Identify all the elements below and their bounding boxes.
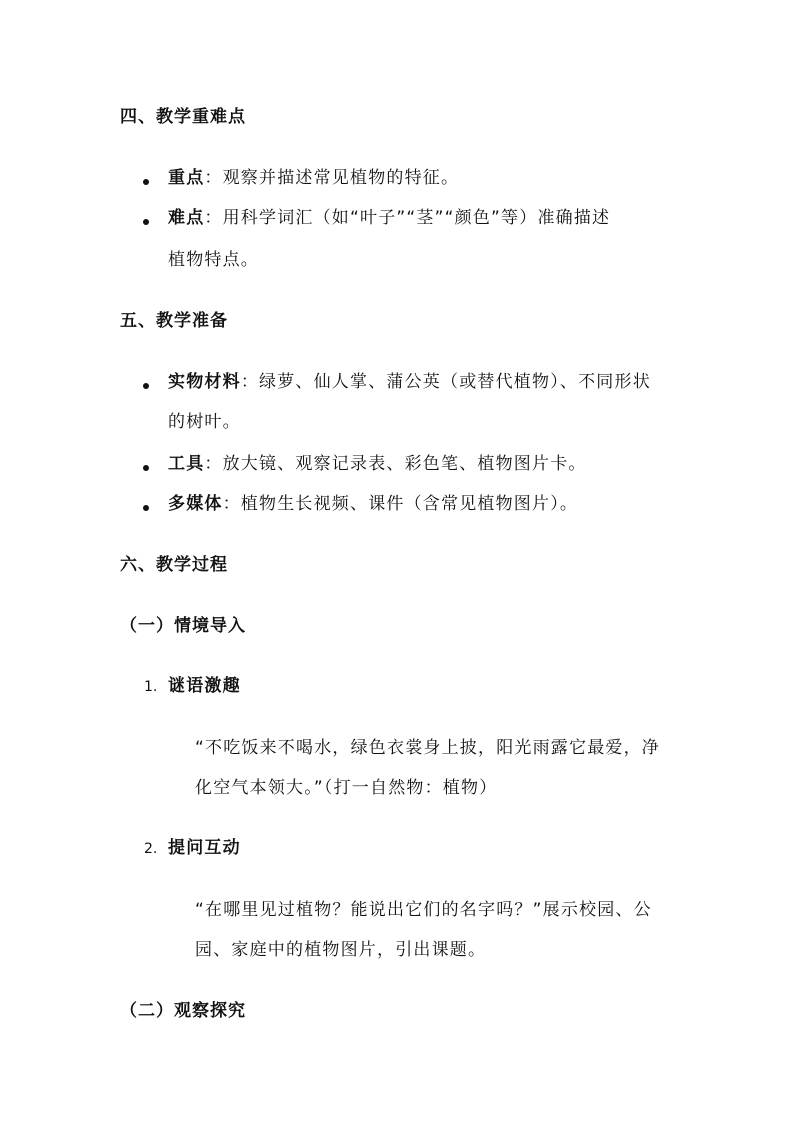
section-5-heading: 五、教学准备 — [120, 311, 228, 331]
subsection-2-heading: （二）观察探究 — [120, 1001, 246, 1021]
item-text: ：观察并描述常见植物的特征。 — [204, 168, 460, 188]
riddle-line-2: 化空气本领大。”（打一自然物：植物） — [195, 778, 498, 798]
item-text-continuation: 的树叶。 — [168, 412, 241, 432]
step-number: 1. — [144, 679, 158, 695]
item-text: ：绿萝、仙人掌、蒲公英（或替代植物）、不同形状 — [240, 372, 651, 392]
list-item-materials — [168, 370, 651, 394]
item-text-continuation: 植物特点。 — [168, 250, 259, 270]
question-line-2: 园、家庭中的植物图片，引出课题。 — [195, 940, 487, 960]
riddle-line-1: “不吃饭来不喝水，绿色衣裳身上披，阳光雨露它最爱，净 — [195, 738, 661, 758]
bullet-dot — [143, 179, 149, 185]
bullet-dot — [143, 383, 149, 389]
item-label: 工具 — [168, 454, 205, 474]
item-label: 多媒体 — [168, 494, 223, 514]
bullet-dot — [143, 505, 149, 511]
item-label: 难点 — [168, 208, 205, 228]
item-text: ：植物生长视频、课件（含常见植物图片）。 — [222, 494, 579, 514]
step-2-title: 提问互动 — [168, 838, 241, 858]
question-line-1: “在哪里见过植物？能说出它们的名字吗？”展示校园、公 — [195, 900, 652, 920]
bullet-dot — [143, 219, 149, 225]
subsection-1-heading: （一）情境导入 — [120, 616, 246, 636]
list-item-tools — [168, 452, 587, 476]
item-label: 重点 — [168, 168, 205, 188]
list-item-key-point — [168, 166, 459, 190]
step-1-title: 谜语激趣 — [168, 676, 241, 696]
item-label: 实物材料 — [168, 372, 241, 392]
list-item-difficult-point — [168, 206, 610, 230]
section-4-heading: 四、教学重难点 — [120, 107, 246, 127]
bullet-dot — [143, 465, 149, 471]
step-number: 2. — [144, 841, 158, 857]
section-6-heading: 六、教学过程 — [120, 555, 228, 575]
item-text: ：用科学词汇（如“叶子”“茎”“颜色”等）准确描述 — [204, 208, 611, 228]
item-text: ：放大镜、观察记录表、彩色笔、植物图片卡。 — [204, 454, 587, 474]
list-item-multimedia — [168, 492, 578, 516]
